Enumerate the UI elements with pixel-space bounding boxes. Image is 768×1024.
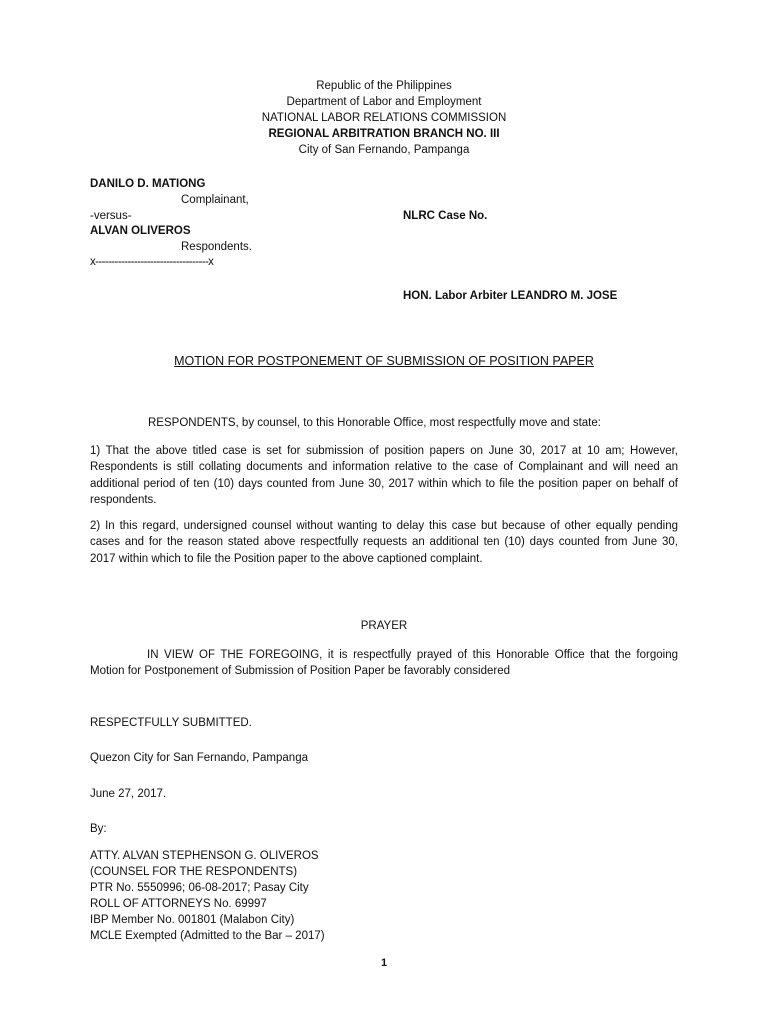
ibp-member: IBP Member No. 001801 (Malabon City) [90,914,295,926]
place-line: Quezon City for San Fernando, Pampanga [90,752,308,764]
respectfully-submitted: RESPECTFULLY SUBMITTED. [90,717,252,729]
roll-of-attorneys: ROLL OF ATTORNEYS No. 69997 [90,898,267,910]
versus-label: -versus- [90,210,132,222]
complainant-name: DANILO D. MATIONG [90,178,206,190]
respondent-label: Respondents. [181,241,252,253]
intro-paragraph: RESPONDENTS, by counsel, to this Honorable Office, most respectfully move and state: [148,417,601,429]
motion-title: MOTION FOR POSTPONEMENT OF SUBMISSION OF POSITION PAPER [174,354,594,368]
paragraph-2: 2) In this regard, undersigned counsel without wanting to delay this case but because of other equally pending cases and for the reason stated above respectfully requests an additional ten (10) days counted from June 30, 2017 within which to file the Position paper to the above captioned complaint. [90,520,678,565]
arbiter-name: LEANDRO M. JOSE [510,290,618,302]
mcle-exemption: MCLE Exempted (Admitted to the Bar – 2017) [90,930,325,942]
prayer-text: IN VIEW OF THE FOREGOING, it is respectfully prayed of this Honorable Office that the forgoing Motion for Postponement of Submission of Position Paper be favorably considered [90,649,678,678]
page-number: 1 [380,957,388,969]
header-republic: Republic of the Philippines [316,80,452,92]
labor-arbiter [403,290,617,302]
header-city: City of San Fernando, Pampanga [298,144,470,156]
respondent-name: ALVAN OLIVEROS [90,225,191,237]
paragraph-1: 1) That the above titled case is set for submission of position papers on June 30, 2017 at 10 am; However, Respondents is still collating documents and information relative to the case of Complainant and will need an additional period of ten (10) days counted from June 30, 2017 within which to file the position paper on behalf of respondents. [90,445,678,507]
counsel-name: ATTY. ALVAN STEPHENSON G. OLIVEROS [90,850,319,862]
header-department: Department of Labor and Employment [286,96,482,108]
caption-divider: x-----------------------------------x [90,256,214,268]
date-line: June 27, 2017. [90,788,167,800]
arbiter-prefix: HON. Labor Arbiter [403,290,511,302]
complainant-label: Complainant, [181,194,249,206]
ptr-number: PTR No. 5550996; 06-08-2017; Pasay City [90,882,309,894]
header-commission: NATIONAL LABOR RELATIONS COMMISSION [261,112,507,124]
header-branch: REGIONAL ARBITRATION BRANCH NO. III [268,128,500,140]
prayer-heading: PRAYER [360,620,408,632]
counsel-role: (COUNSEL FOR THE RESPONDENTS) [90,866,298,878]
by-label: By: [90,823,107,835]
case-number-label: NLRC Case No. [403,210,488,222]
